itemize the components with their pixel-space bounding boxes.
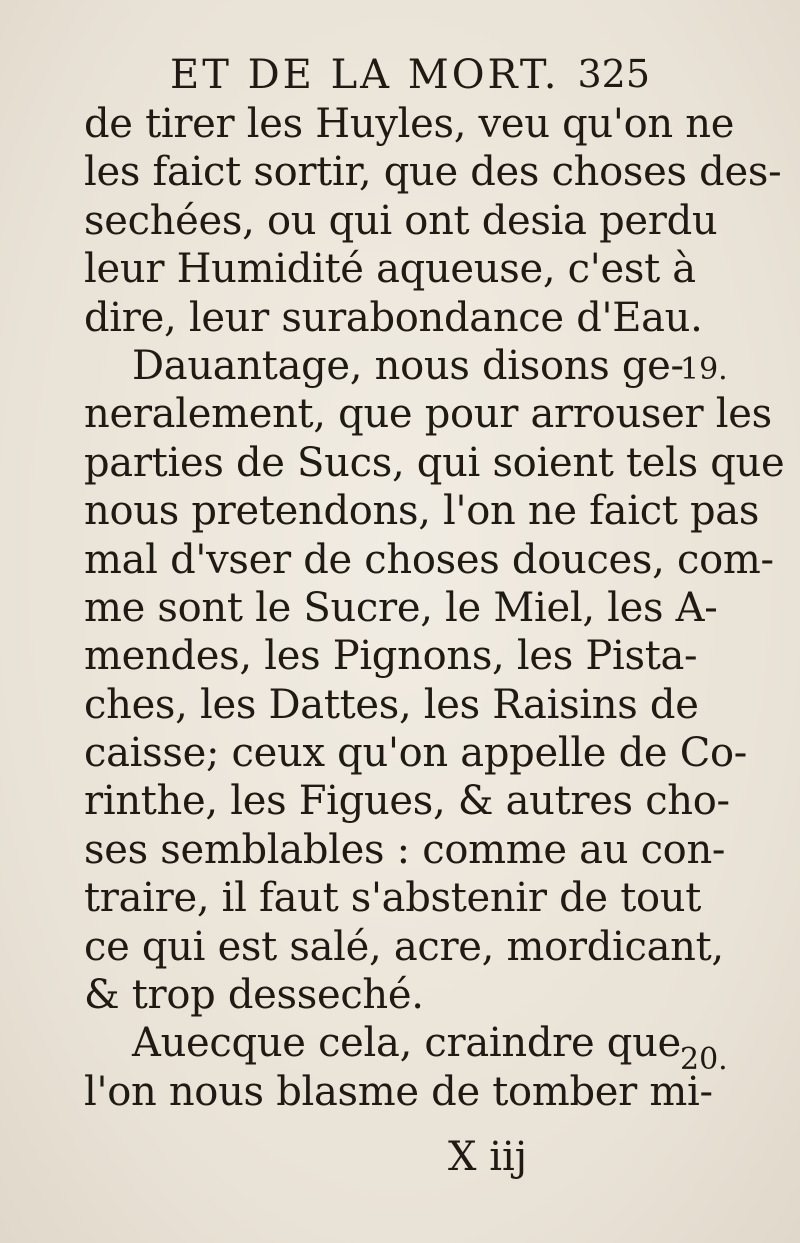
page-number: 325 (577, 52, 650, 96)
text-line: parties de Sucs, qui soient tels que (84, 439, 785, 486)
text-line: mendes, les Pignons, les Pista- (84, 633, 698, 680)
margin-note-20: 20. (680, 1042, 728, 1077)
text-line: ce qui est salé, acre, mordicant, (84, 923, 724, 970)
text-line: les faict sortir, que des choses des- (84, 149, 782, 196)
paragraph-start-line: Auecque cela, craindre que (132, 1020, 681, 1067)
text-line: rinthe, les Figues, & autres cho- (84, 778, 730, 825)
text-line: dire, leur surabondance d'Eau. (84, 294, 703, 341)
text-line: sechées, ou qui ont desia perdu (84, 197, 718, 244)
signature-mark: X iij (448, 1134, 528, 1180)
text-line: leur Humidité aqueuse, c'est à (84, 246, 696, 293)
paragraph-start-line: Dauantage, nous disons ge- (132, 342, 684, 389)
text-line: ses semblables : comme au con- (84, 826, 726, 873)
text-line: ches, les Dattes, les Raisins de (84, 681, 699, 728)
text-line: me sont le Sucre, le Miel, les A- (84, 584, 718, 631)
text-line: caisse; ceux qu'on appelle de Co- (84, 730, 747, 777)
text-line: de tirer les Huyles, veu qu'on ne (84, 101, 735, 147)
text-line: & trop desseché. (84, 972, 424, 1019)
text-line: nous pretendons, l'on ne faict pas (84, 488, 760, 535)
text-line: traire, il faut s'abstenir de tout (84, 875, 701, 922)
running-title: ET DE LA MORT. (170, 52, 560, 98)
text-line: l'on nous blasme de tomber mi- (84, 1068, 713, 1115)
page-header (170, 48, 650, 98)
text-line: mal d'vser de choses douces, com- (84, 536, 774, 583)
text-line: neralement, que pour arrouser les (84, 391, 772, 438)
margin-note-19: 19. (680, 352, 728, 387)
